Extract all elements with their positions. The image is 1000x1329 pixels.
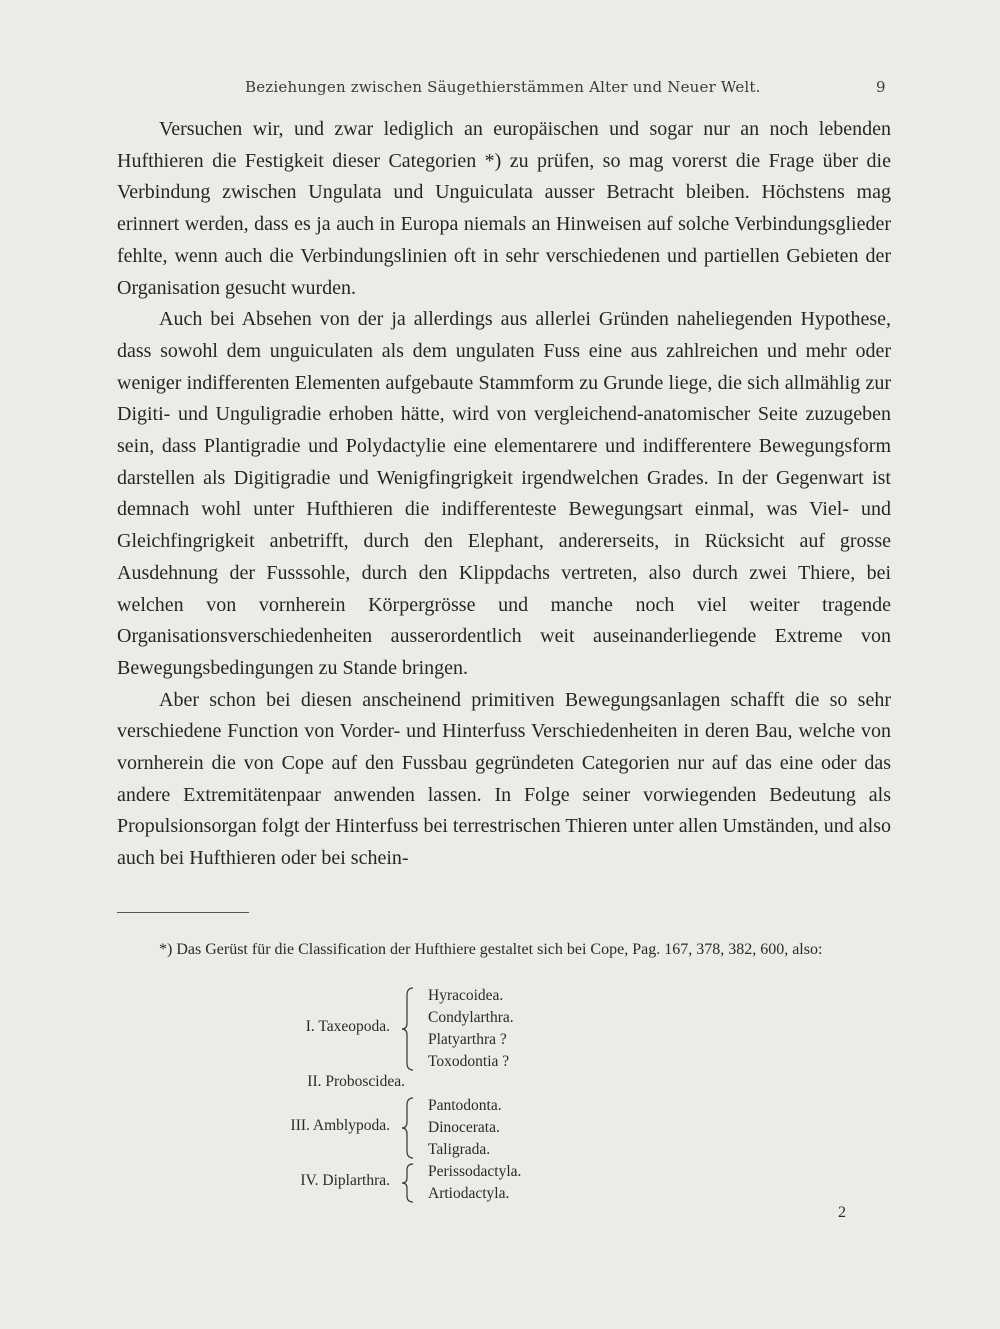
order-label: III. Amblypoda. — [290, 1117, 390, 1134]
classification-group — [0, 985, 1000, 1073]
family-item: Perissodactyla. — [428, 1163, 522, 1180]
family-item: Toxodontia ? — [428, 1053, 510, 1070]
paragraph: Aber schon bei diesen anscheinend primitiven Bewegungsanlagen schafft die so sehr verschiedene Function von Vorder- und Hinterfuss Verschiedenheiten in deren Bau, welche von vornherein die von Cope auf den Fussbau gegründeten Categorien nur auf das eine oder das andere Extremitätenpaar anwenden lassen. In Folge seiner vorwiegenden Bedeutung als Propulsionsorgan folgt der Hinterfuss bei terrestrischen Thieren unter allen Umständen, und also auch bei Hufthieren oder bei schein- — [117, 688, 891, 870]
family-item: Platyarthra ? — [428, 1031, 507, 1048]
order-label: IV. Diplarthra. — [300, 1172, 390, 1189]
footnote — [117, 937, 891, 962]
brace-icon — [401, 987, 415, 1071]
classification-group — [0, 1073, 1000, 1097]
footnote-divider — [117, 912, 249, 913]
classification-group — [0, 1161, 1000, 1205]
family-list — [428, 985, 514, 1073]
order-label: I. Taxeopoda. — [305, 1018, 390, 1035]
family-item: Artiodactyla. — [428, 1185, 510, 1202]
page-number: 9 — [876, 78, 886, 96]
family-item: Pantodonta. — [428, 1097, 502, 1114]
paragraph: Versuchen wir, und zwar lediglich an europäischen und sogar nur an noch lebenden Hufthieren die Festigkeit dieser Categorien *) zu prüfen, so mag vorerst die Frage über die Verbindung zwischen Ungulata und Unguiculata ausser Betracht bleiben. Höchstens mag erinnert werden, dass es ja auch in Europa niemals an Hinweisen auf solche Verbindungsglieder fehlte, wenn auch die Verbindungslinien oft in sehr verschiedenen und partiellen Gebieten der Organisation gesucht wurden. — [117, 118, 891, 299]
paragraph: Auch bei Absehen von der ja allerdings aus allerlei Gründen naheliegenden Hypothese, dass sowohl dem unguiculaten als dem ungulaten Fuss eine aus zahlreichen und mehr oder weniger indifferenten Elementen aufgebaute Stammform zu Grunde liege, die sich allmählig zur Digiti- und Unguligradie erhoben hätte, wird von vergleichend-anatomischer Seite zuzugeben sein, dass Plantigradie und Polydactylie eine elementarere und indifferentere Bewegungsform darstellen als Digitigradie und Wenigfingrigkeit irgendwelchen Grades. In der Gegenwart ist demnach wohl unter Hufthieren die indifferenteste Bewegungsart einmal, was Viel- und Gleichfingrigkeit anbetrifft, durch den Elephant, andererseits, in Rücksicht auf grosse Ausdehnung der Fusssohle, durch den Klippdachs vertreten, also durch zwei Thiere, bei welchen von vornherein Körpergrösse und manche noch viel weiter tragende Organisationsverschiedenheiten ausserordentlich weit auseinanderliegende Extreme von Bewegungsbedingungen zu Stande bringen. — [117, 308, 891, 679]
family-item: Taligrada. — [428, 1141, 491, 1158]
order-label: II. Proboscidea. — [307, 1073, 405, 1090]
body-text — [117, 114, 891, 875]
brace-icon — [401, 1163, 415, 1203]
brace-icon — [401, 1097, 415, 1159]
family-item: Hyracoidea. — [428, 987, 504, 1004]
family-item: Dinocerata. — [428, 1119, 500, 1136]
family-list — [428, 1095, 502, 1161]
running-title: Beziehungen zwischen Säugethierstämmen Alter und Neuer Welt. — [245, 78, 761, 96]
family-list — [428, 1161, 521, 1205]
footnote-text: *) Das Gerüst für die Classification der Hufthiere gestaltet sich bei Cope, Pag. 167, 378, 382, 600, also: — [159, 941, 823, 958]
sheet-number: 2 — [838, 1204, 846, 1221]
running-head — [0, 78, 1000, 100]
family-item: Condylarthra. — [428, 1009, 514, 1026]
classification-table — [0, 985, 1000, 1205]
classification-group — [0, 1095, 1000, 1161]
